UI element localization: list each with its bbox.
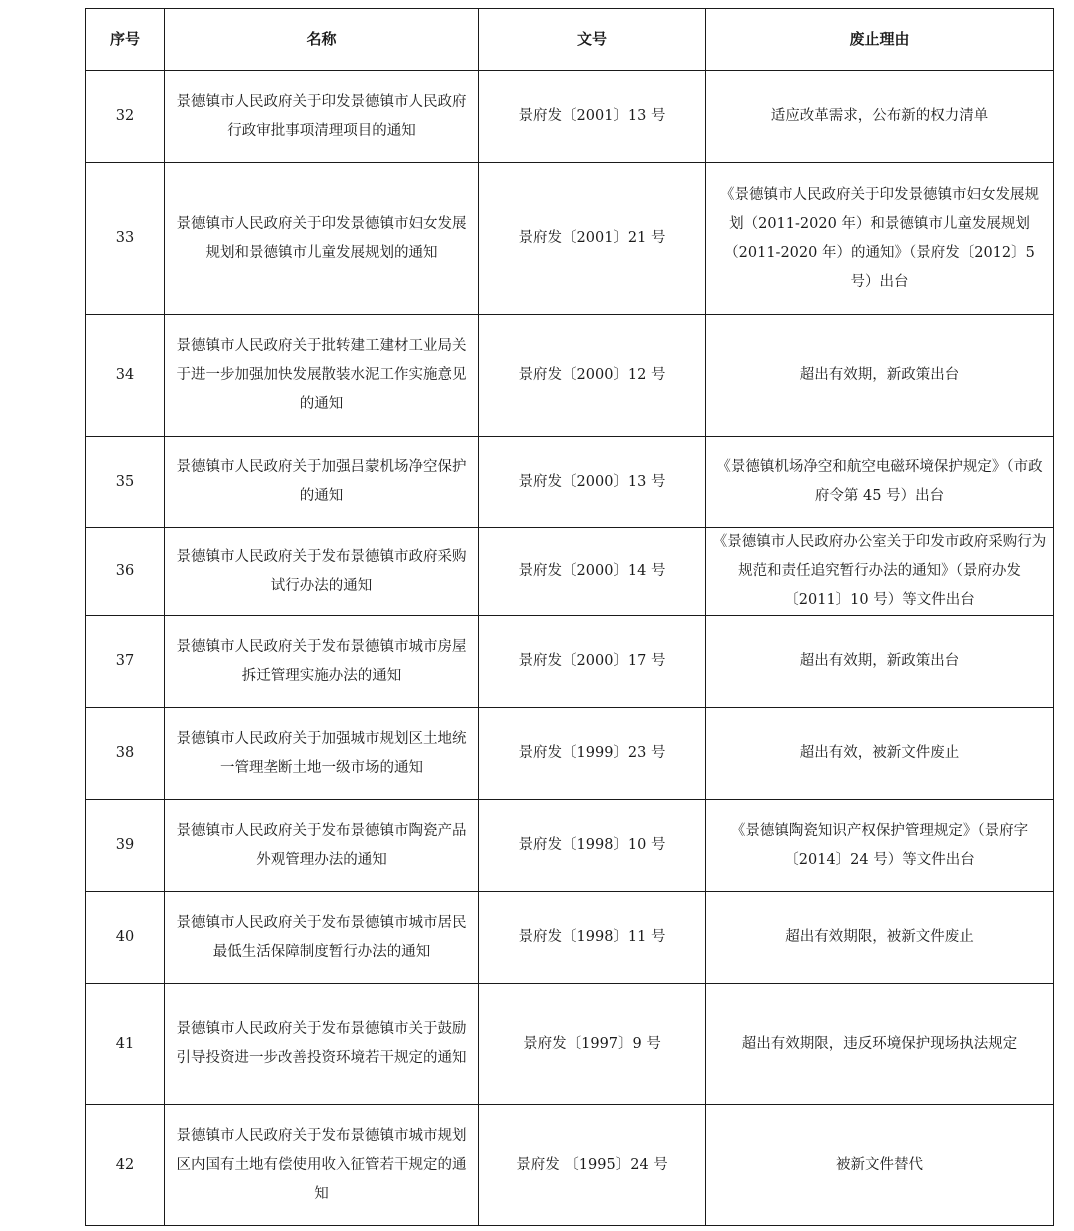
row-doc-no: 景府发〔1997〕9 号 — [479, 984, 706, 1105]
header-name: 名称 — [165, 9, 479, 71]
row-no: 41 — [86, 984, 165, 1105]
row-doc-no: 景府发〔1998〕11 号 — [479, 892, 706, 984]
table-header-row — [86, 9, 1054, 71]
row-reason: 《景德镇机场净空和航空电磁环境保护规定》（市政府令第 45 号）出台 — [706, 437, 1054, 528]
table-row — [86, 71, 1054, 163]
row-reason: 适应改革需求，公布新的权力清单 — [706, 71, 1054, 163]
row-doc-no: 景府发 〔1995〕24 号 — [479, 1105, 706, 1226]
table-row — [86, 984, 1054, 1105]
row-no: 38 — [86, 708, 165, 800]
row-name: 景德镇市人民政府关于发布景德镇市城市房屋拆迁管理实施办法的通知 — [165, 616, 479, 708]
row-reason: 超出有效期，新政策出台 — [706, 315, 1054, 437]
table-row — [86, 163, 1054, 315]
row-reason: 超出有效，被新文件废止 — [706, 708, 1054, 800]
header-doc-no: 文号 — [479, 9, 706, 71]
table-row — [86, 528, 1054, 616]
row-no: 33 — [86, 163, 165, 315]
row-reason: 超出有效期限，被新文件废止 — [706, 892, 1054, 984]
table-row — [86, 616, 1054, 708]
row-reason: 《景德镇陶瓷知识产权保护管理规定》（景府字〔2014〕24 号）等文件出台 — [706, 800, 1054, 892]
row-no: 42 — [86, 1105, 165, 1226]
table-row — [86, 1105, 1054, 1226]
row-doc-no: 景府发〔2000〕14 号 — [479, 528, 706, 616]
row-doc-no: 景府发〔1999〕23 号 — [479, 708, 706, 800]
table-row — [86, 315, 1054, 437]
row-doc-no: 景府发〔2000〕17 号 — [479, 616, 706, 708]
row-name: 景德镇市人民政府关于发布景德镇市城市居民最低生活保障制度暂行办法的通知 — [165, 892, 479, 984]
row-no: 39 — [86, 800, 165, 892]
row-name: 景德镇市人民政府关于发布景德镇市城市规划区内国有土地有偿使用收入征管若干规定的通知 — [165, 1105, 479, 1226]
row-no: 37 — [86, 616, 165, 708]
table-row — [86, 800, 1054, 892]
row-reason: 《景德镇市人民政府关于印发景德镇市妇女发展规划（2011-2020 年）和景德镇市儿童发展规划（2011-2020 年）的通知》（景府发〔2012〕5 号）出台 — [706, 163, 1054, 315]
row-doc-no: 景府发〔2001〕13 号 — [479, 71, 706, 163]
row-doc-no: 景府发〔2000〕13 号 — [479, 437, 706, 528]
row-reason: 超出有效期限，违反环境保护现场执法规定 — [706, 984, 1054, 1105]
row-name: 景德镇市人民政府关于批转建工建材工业局关于进一步加强加快发展散装水泥工作实施意见的通知 — [165, 315, 479, 437]
row-reason: 被新文件替代 — [706, 1105, 1054, 1226]
row-no: 32 — [86, 71, 165, 163]
repeal-list-table — [85, 8, 1054, 1226]
table-row — [86, 892, 1054, 984]
header-no: 序号 — [86, 9, 165, 71]
row-name: 景德镇市人民政府关于印发景德镇市妇女发展规划和景德镇市儿童发展规划的通知 — [165, 163, 479, 315]
row-name: 景德镇市人民政府关于发布景德镇市陶瓷产品外观管理办法的通知 — [165, 800, 479, 892]
row-name: 景德镇市人民政府关于发布景德镇市关于鼓励引导投资进一步改善投资环境若干规定的通知 — [165, 984, 479, 1105]
row-name: 景德镇市人民政府关于发布景德镇市政府采购试行办法的通知 — [165, 528, 479, 616]
row-doc-no: 景府发〔2001〕21 号 — [479, 163, 706, 315]
row-no: 36 — [86, 528, 165, 616]
row-reason: 超出有效期，新政策出台 — [706, 616, 1054, 708]
table-row — [86, 708, 1054, 800]
row-doc-no: 景府发〔1998〕10 号 — [479, 800, 706, 892]
table-row — [86, 437, 1054, 528]
row-doc-no: 景府发〔2000〕12 号 — [479, 315, 706, 437]
row-name: 景德镇市人民政府关于印发景德镇市人民政府行政审批事项清理项目的通知 — [165, 71, 479, 163]
row-reason: 《景德镇市人民政府办公室关于印发市政府采购行为规范和责任追究暂行办法的通知》（景府办发〔2011〕10 号）等文件出台 — [706, 528, 1054, 616]
row-name: 景德镇市人民政府关于加强吕蒙机场净空保护的通知 — [165, 437, 479, 528]
header-reason: 废止理由 — [706, 9, 1054, 71]
row-no: 40 — [86, 892, 165, 984]
row-no: 35 — [86, 437, 165, 528]
row-name: 景德镇市人民政府关于加强城市规划区土地统一管理垄断土地一级市场的通知 — [165, 708, 479, 800]
row-no: 34 — [86, 315, 165, 437]
